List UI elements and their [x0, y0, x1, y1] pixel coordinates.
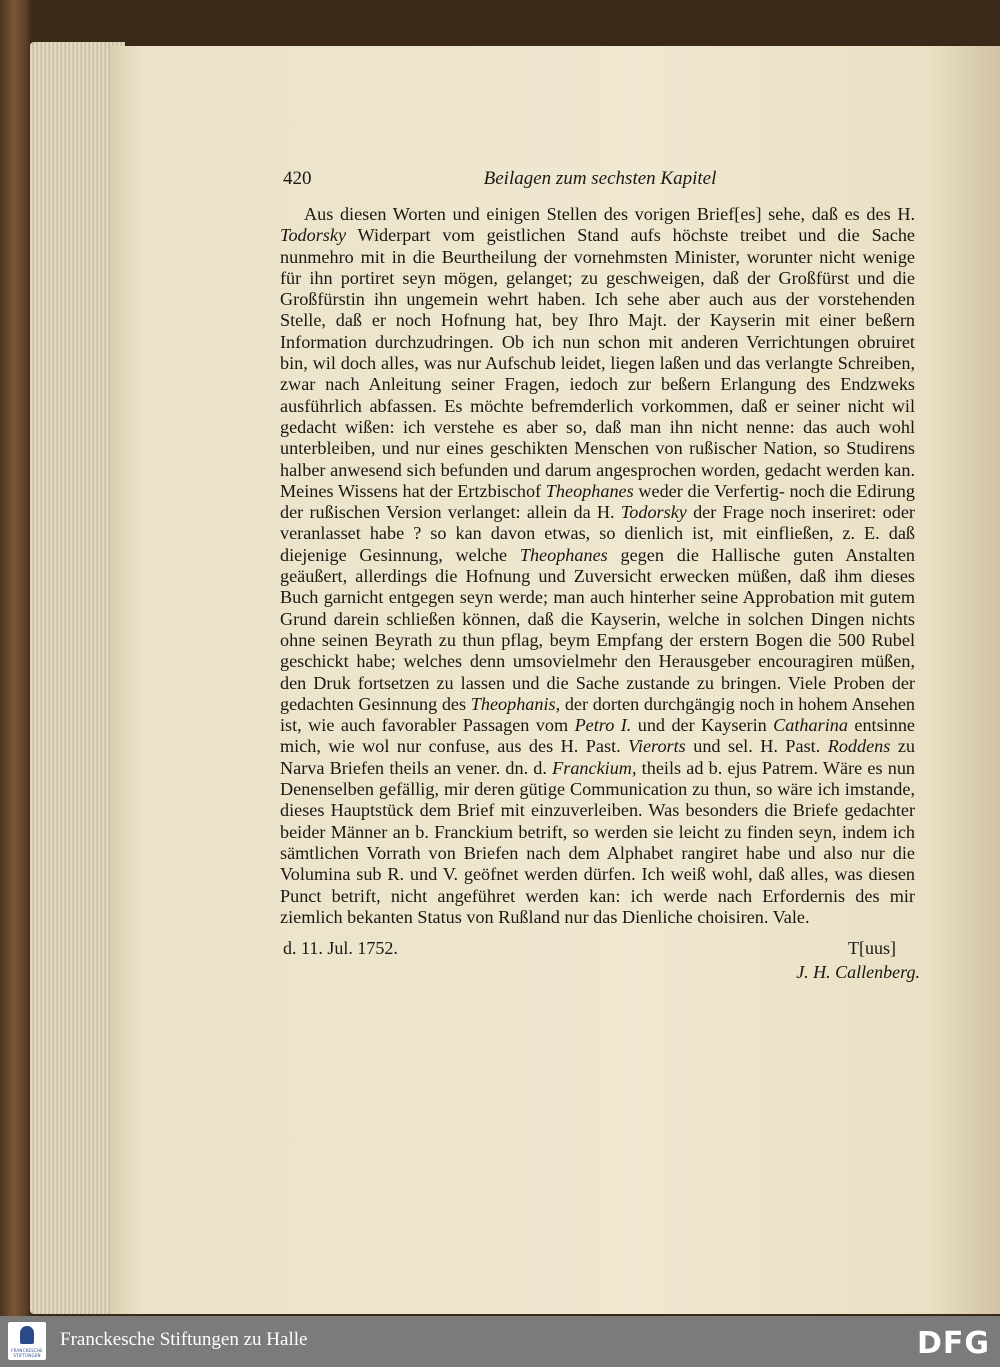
name-roddens: Roddens: [827, 736, 891, 757]
logo-caption-2: STIFTUNGEN: [13, 1353, 41, 1358]
name-todorsky: Todorsky: [620, 502, 687, 523]
text-segment: gegen die Hallische guten Anstalten geäußert, allerdings die Hofnung und Zuversicht erwecken müßen, daß ihm dieses Buch garnicht entgegen seyn werde; man auch hinterher seine Approbation mit gutem Grund darein schließen können, daß die Kayserin, welche in solchen Dingen nichts ohne seinen Beyrath zu thun pflag, beym Empfang der erstern Bogen die 500 Rubel geschickt habe; welches denn umsovielmehr den Herausgeber encouragiren müßen, den Druk fortsetzen zu lassen und die Sache zustande zu bringen. Viele Proben der gedachten Gesinnung des: [280, 544, 916, 714]
text-segment: der Frage noch inseriret: oder veranlasset habe ? so kan davon etwas, so dienlich ist, mit einfließen, z. E. daß diejenige Gesinnung, welche: [280, 502, 915, 565]
institution-logo-icon[interactable]: [8, 1322, 46, 1360]
institution-name-link[interactable]: Franckesche Stiftungen zu Halle: [60, 1329, 308, 1350]
name-theophanis: Theophanis: [470, 693, 556, 714]
name-franckium: Franckium: [552, 757, 632, 778]
text-segment: Widerpart vom geistlichen Stand aufs höchste treibet und die Sache nunmehro mit in die Beurtheilung der vornehmsten Minister, worunter nicht wenige für ihn portiret seyn mögen, gelanget; zu geschweigen, daß der Großfürst und die Großfürstin ihn ungemein wehrt haben. Ich sehe aber auch aus der vorstehenden Stelle, daß er noch Hofnung hat, bey Ihro Majt. der Kayserin mit einer beßern Information durchzudringen. Ob ich nun schon mit anderen Verrichtungen obruiret bin, wil doch alles, was nur Aufschub leidet, liegen laßen und das verlangte Schreiben, zwar nach Anleitung seiner Fragen, iedoch zur beßern Erlangung des Endzweks ausführlich abfassen. Es möchte befremderlich vorkommen, daß er seiner nicht wil gedacht wißen: ich verstehe es aber so, daß man ihn nicht nenne: das auch wohl unterbleiben, und nur eines geschikten Menschen von rußischer Nation, so Studirens halber anwesend sich befunden und darum angesprochen worden, gedacht werden kan. Meines Wissens hat der Ertzbischof: [280, 225, 915, 501]
running-head: Beilagen zum sechsten Kapitel: [483, 168, 717, 189]
building-icon: [20, 1326, 34, 1344]
letter-date: d. 11. Jul. 1752.: [283, 938, 398, 959]
name-vierorts: Vierorts: [628, 736, 686, 757]
name-theophanes: Theophanes: [519, 544, 608, 565]
name-catharina: Catharina: [773, 715, 848, 736]
text-segment: Aus diesen Worten und einigen Stellen des vorigen Brief[es] sehe, daß es des H.: [304, 204, 915, 224]
name-theophanes: Theophanes: [545, 480, 634, 501]
name-todorsky: Todorsky: [280, 225, 347, 246]
text-segment: entsinne mich, wie wol nur confuse, aus des H. Past.: [280, 715, 915, 757]
logo-caption-1: FRANCKESCHE: [11, 1348, 43, 1353]
dfg-logo[interactable]: DFG: [916, 1326, 990, 1361]
closing-salutation: T[uus]: [848, 938, 896, 959]
page-number: 420: [283, 168, 312, 189]
closing-line: [280, 938, 920, 962]
page-header: [280, 168, 920, 204]
text-segment: und sel. H. Past.: [685, 736, 828, 757]
body-paragraph: [280, 204, 915, 928]
name-petro: Petro I.: [574, 715, 632, 736]
text-segment: , der dorten durchgängig noch in hohem Ansehen ist, wie auch favorabler Passagen vom: [280, 693, 915, 736]
page-content: [280, 168, 920, 983]
signature: J. H. Callenberg.: [796, 962, 920, 983]
text-segment: , theils ad b. ejus Patrem. Wäre es nun Denenselben gefällig, mir deren gütige Communication zu thun, so wäre ich imstande, dieses Hauptstück dem Brief mit einzuverleiben. Was besonders die Briefe gedachter beider Männer an b. Franckium betrift, so werden sie leicht zu finden seyn, indem ich sämtlichen Vorrath von Briefen nach dem Alphabet rangiret habe und also nur die Volumina sub R. und V. geöfnet werden dürfen. Ich weiß wohl, daß alles, was diesen Punct betrift, nicht angeführet werden kan: ich werde nach Erfordernis des mir ziemlich bekanten Status von Rußland nur das Dienliche choisiren. Vale.: [280, 757, 916, 927]
viewer-footer: [0, 1316, 1000, 1367]
text-segment: und der Kayserin: [631, 715, 774, 736]
text-segment: zu Narva Briefen theils an vener. dn. d.: [280, 736, 916, 778]
text-segment: weder die Verfertig- noch die Edirung der rußischen Version verlanget: allein da H.: [280, 480, 915, 523]
